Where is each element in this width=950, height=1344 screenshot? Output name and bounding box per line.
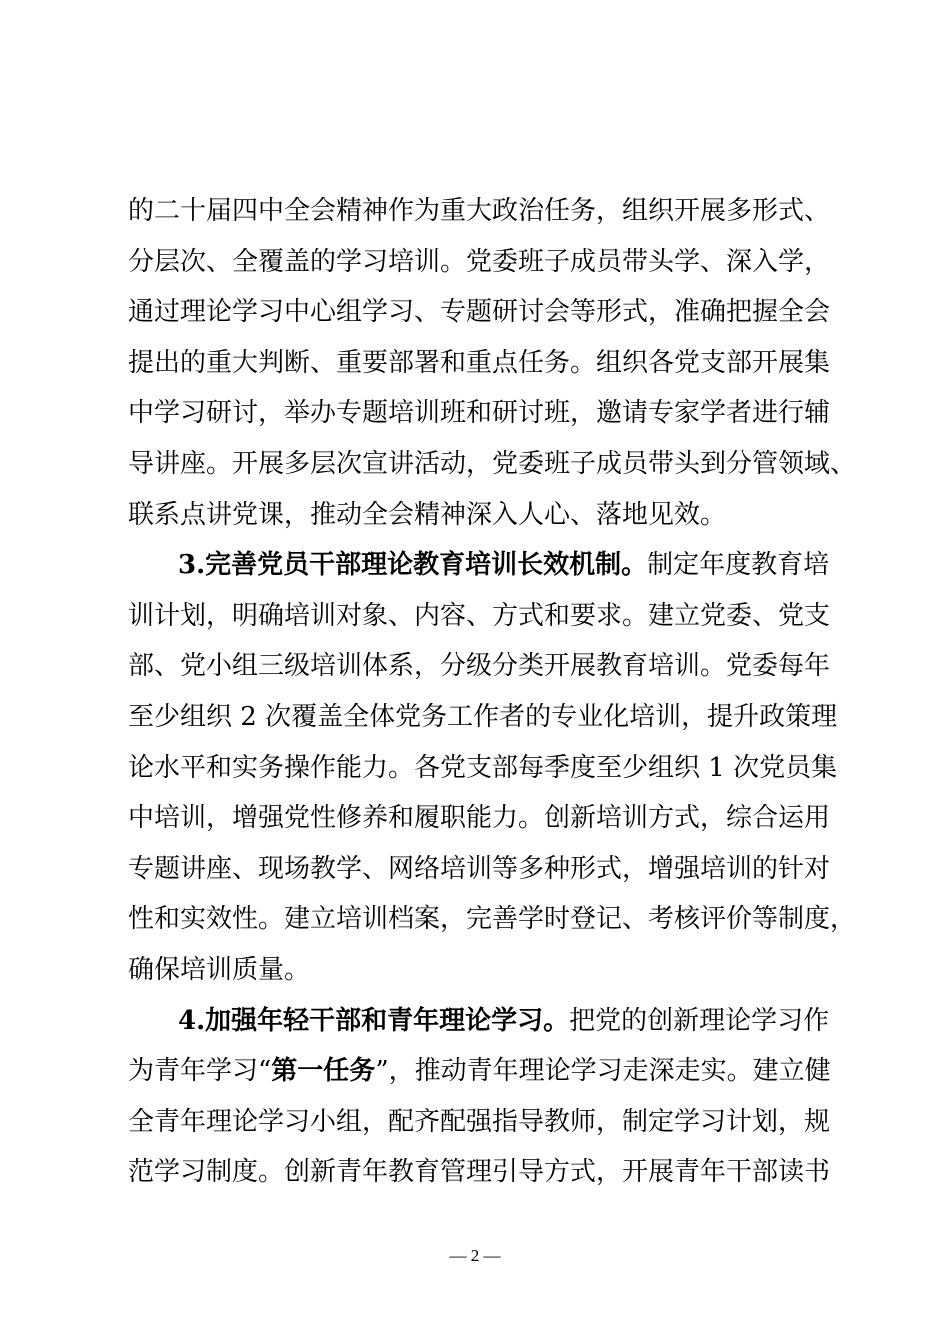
text-run: 通过理论学习中心组学习、专题研讨会等形式，准确把握全会 xyxy=(128,297,831,328)
text-run: 性和实效性。建立培训档案，完善学时登记、考核评价等制度， xyxy=(128,904,857,935)
bold-text-run: 第一任务 xyxy=(271,1056,376,1087)
text-line xyxy=(128,237,831,287)
text-line xyxy=(128,894,857,944)
text-run: 的二十届四中全会精神作为重大政治任务，组织开展多形式、 xyxy=(128,196,831,226)
text-line xyxy=(128,793,831,843)
bold-text-run: 3.完善党员干部理论教育培训长效机制。 xyxy=(178,550,648,581)
text-run: 论水平和实务操作能力。各党支部每季度至少组织 1 次党员集 xyxy=(128,752,838,783)
text-run: 导讲座。开展多层次宣讲活动，党委班子成员带头到分管领域、 xyxy=(128,449,857,479)
bold-text-run: 4.加强年轻干部和青年理论学习。 xyxy=(178,1005,570,1036)
page-number: — 2 — xyxy=(449,1246,501,1265)
text-line xyxy=(128,1097,831,1147)
text-run: 训计划，明确培训对象、内容、方式和要求。建立党委、党支 xyxy=(128,600,831,631)
text-run: 全青年理论学习小组，配齐配强指导教师，制定学习计划，规 xyxy=(128,1106,831,1137)
text-line xyxy=(128,591,831,641)
text-run: 范学习制度。创新青年教育管理引导方式，开展青年干部读书 xyxy=(128,1157,831,1188)
text-run: ”，推动青年理论学习走深走实。建立健 xyxy=(375,1056,831,1087)
text-line xyxy=(128,388,831,438)
text-run: 确保培训质量。 xyxy=(128,955,311,985)
text-line xyxy=(128,439,857,489)
paragraph-first-line xyxy=(178,996,878,1046)
text-line xyxy=(128,1147,831,1197)
text-run: 把党的创新理论学习作 xyxy=(569,1005,830,1036)
text-run: 分层次、全覆盖的学习培训。党委班子成员带头学、深入学， xyxy=(128,246,831,277)
text-line xyxy=(128,844,831,894)
text-line xyxy=(128,287,831,337)
text-line xyxy=(128,1046,831,1096)
text-line xyxy=(128,186,831,236)
text-line xyxy=(128,490,828,540)
text-run: 联系点讲党课，推动全会精神深入人心、落地见效。 xyxy=(128,499,727,530)
text-run: 部、党小组三级培训体系，分级分类开展教育培训。党委每年 xyxy=(128,651,831,682)
text-run: 专题讲座、现场教学、网络培训等多种形式，增强培训的针对 xyxy=(128,853,831,884)
paragraph-first-line xyxy=(178,540,878,590)
text-run: 提出的重大判断、重要部署和重点任务。组织各党支部开展集 xyxy=(128,347,831,378)
text-line xyxy=(128,641,831,691)
text-run: 制定年度教育培 xyxy=(647,550,830,581)
text-run: 为青年学习“ xyxy=(128,1056,272,1087)
text-run: 中培训，增强党性修养和履职能力。创新培训方式，综合运用 xyxy=(128,803,831,834)
text-line xyxy=(128,692,838,742)
text-line xyxy=(128,945,828,995)
text-run: 中学习研讨，举办专题培训班和研讨班，邀请专家学者进行辅 xyxy=(128,398,831,429)
text-line xyxy=(128,338,831,388)
text-line xyxy=(128,743,838,793)
text-run: 至少组织 2 次覆盖全体党务工作者的专业化培训，提升政策理 xyxy=(128,702,838,732)
